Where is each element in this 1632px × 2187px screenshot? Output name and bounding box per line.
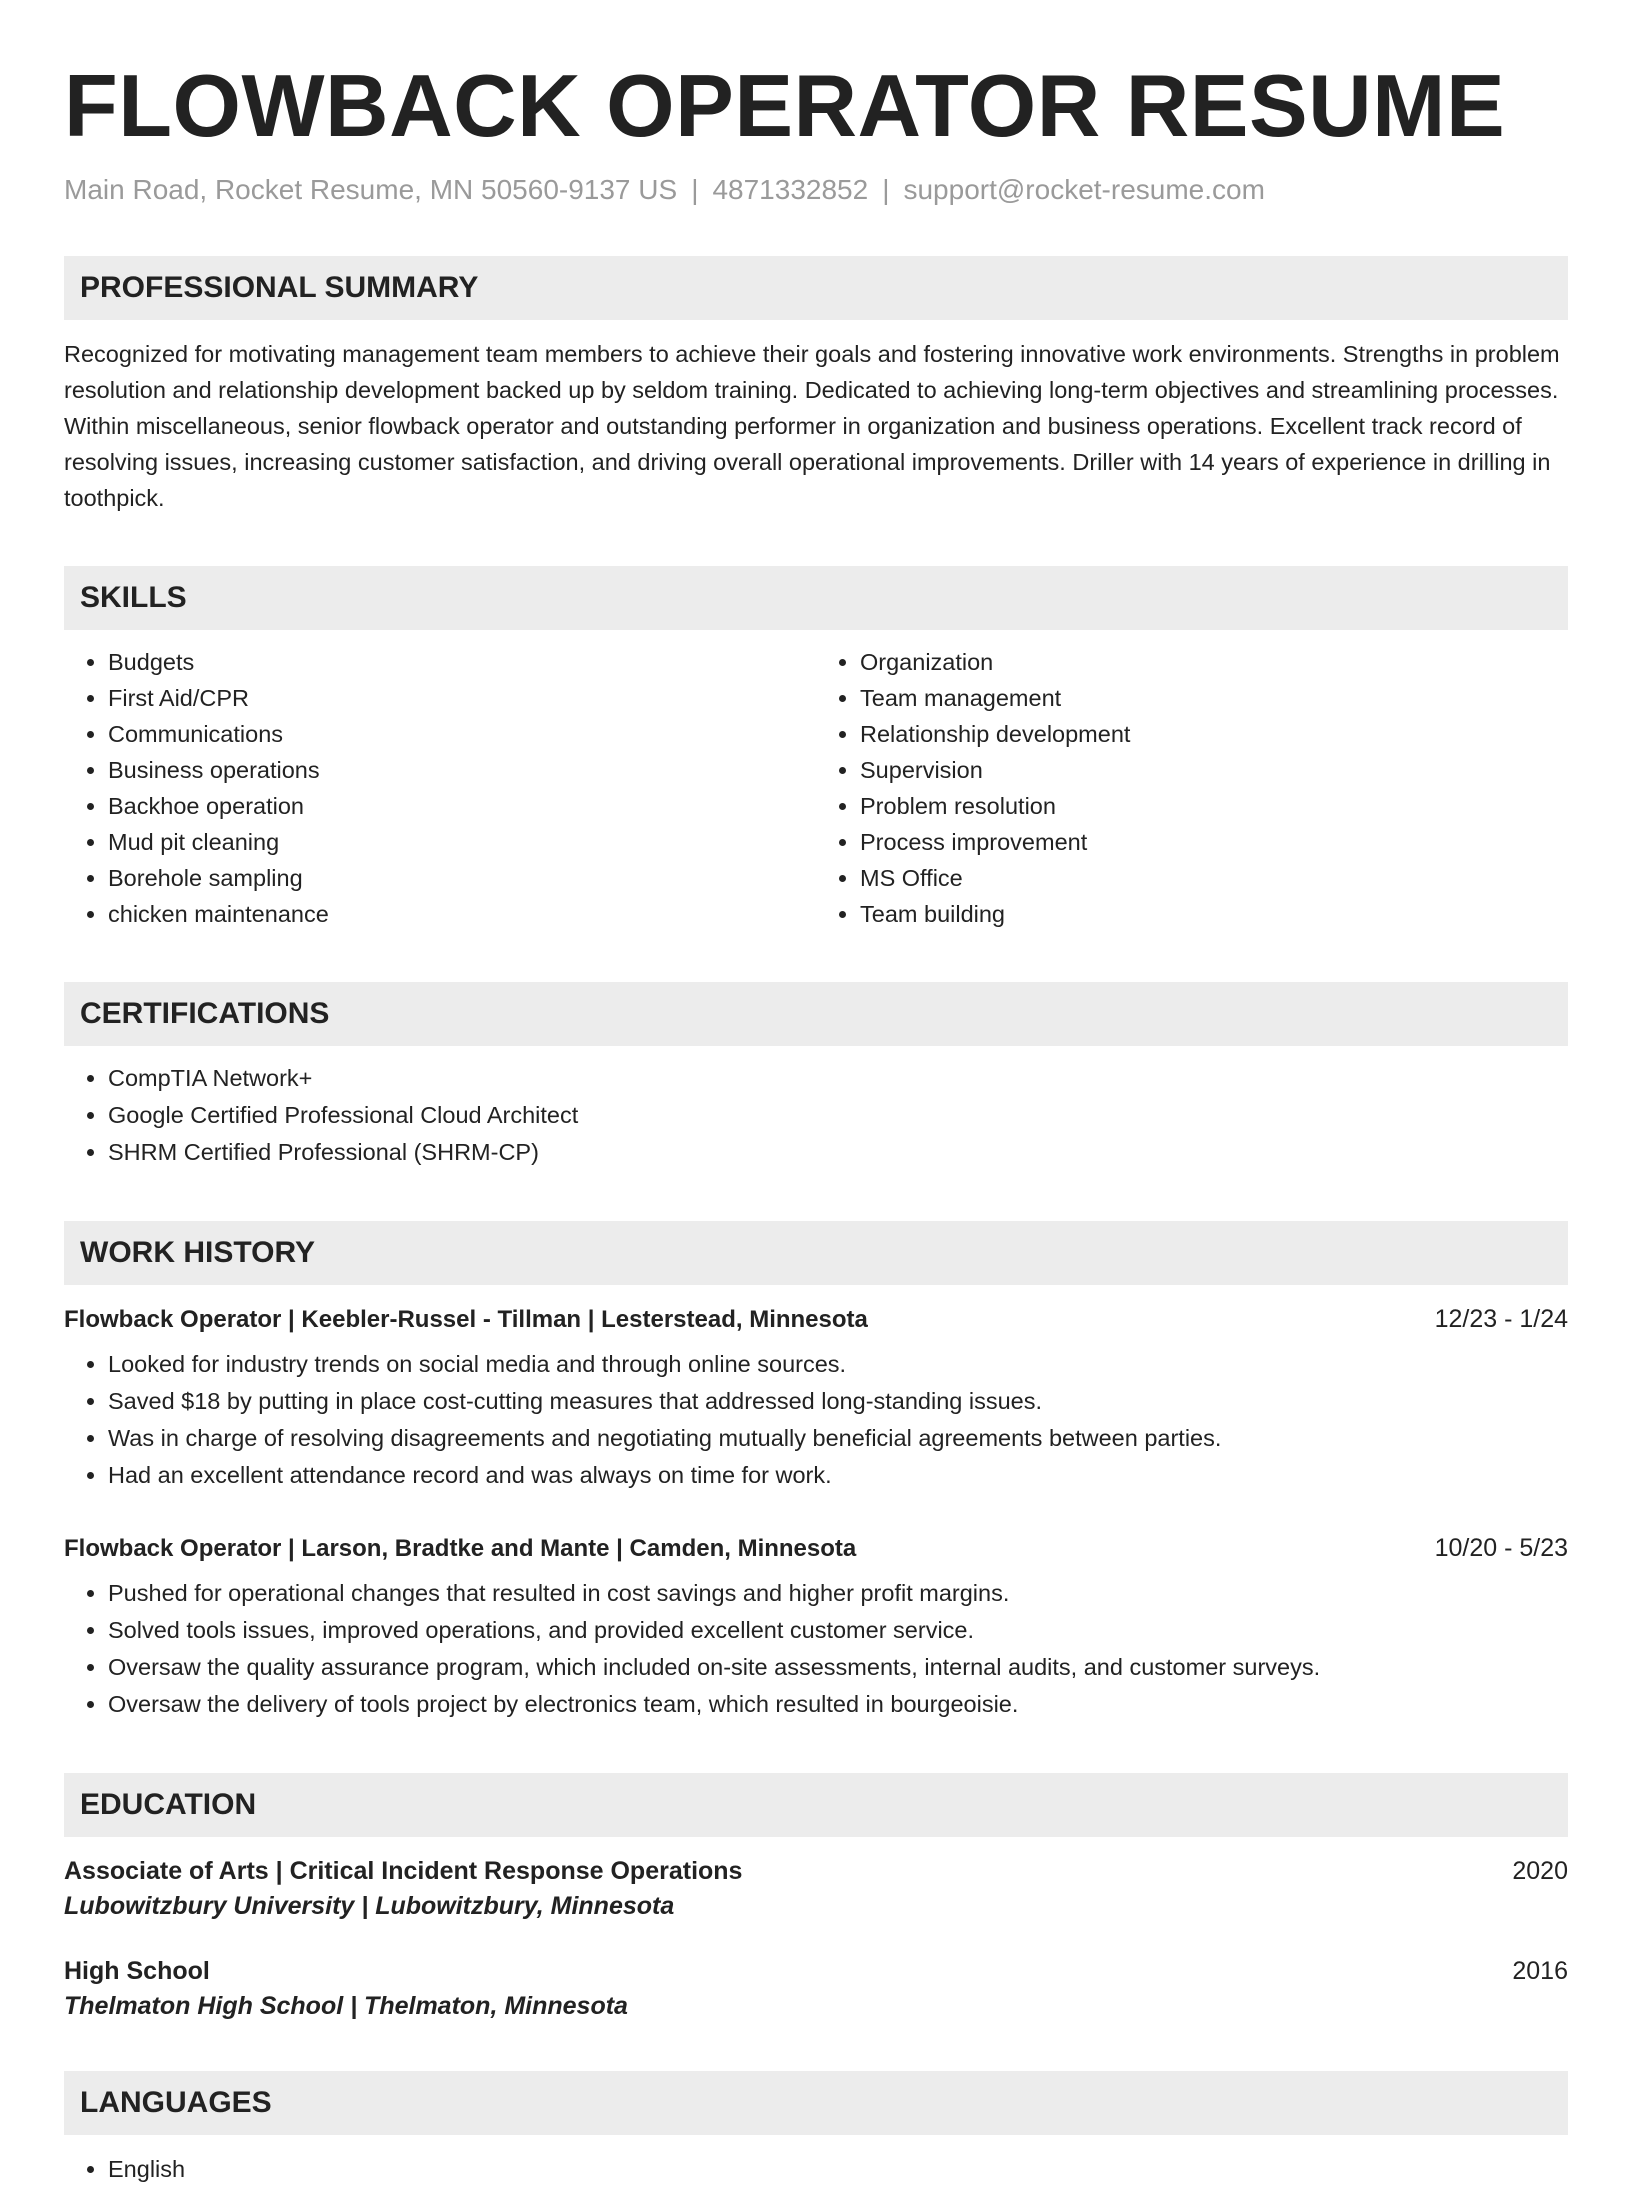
job-dates: 12/23 - 1/24 — [1434, 1305, 1568, 1334]
resume-title: FLOWBACK OPERATOR RESUME — [64, 56, 1506, 155]
certification-item: • CompTIA Network+ — [108, 1060, 1568, 1097]
education-year: 2016 — [1512, 1957, 1568, 1986]
skill-item: • Mud pit cleaning — [108, 824, 816, 860]
education-degree: Associate of Arts | Critical Incident Response Operations — [64, 1857, 743, 1886]
skill-item: • Business operations — [108, 752, 816, 788]
job-bullet: • Oversaw the delivery of tools project by electronics team, which resulted in bourgeoisie. — [108, 1686, 1568, 1723]
skill-item: • Organization — [860, 644, 1568, 680]
contact-separator: | — [691, 174, 699, 206]
skill-item: • Problem resolution — [860, 788, 1568, 824]
skill-item: • Borehole sampling — [108, 860, 816, 896]
skill-item: • MS Office — [860, 860, 1568, 896]
skill-item: • Supervision — [860, 752, 1568, 788]
summary-text: Recognized for motivating management team members to achieve their goals and fostering innovative work environments. Strengths in problem resolution and relationship development backed up by seldom training. Dedicated to achieving long-term objectives and streamlining processes. Within miscellaneous, senior flowback operator and outstanding performer in organization and business operations. Excellent track record of resolving issues, increasing customer satisfaction, and driving overall operational improvements. Driller with 14 years of experience in drilling in toothpick. — [64, 341, 1560, 512]
section-header-certifications: CERTIFICATIONS — [64, 982, 1568, 1046]
section-header-work-history: WORK HISTORY — [64, 1221, 1568, 1285]
certification-item: • Google Certified Professional Cloud Architect — [108, 1097, 1568, 1134]
languages-list — [64, 2151, 1568, 2187]
section-header-languages: LANGUAGES — [64, 2071, 1568, 2135]
skill-item: • Relationship development — [860, 716, 1568, 752]
skill-item: • Communications — [108, 716, 816, 752]
contact-address: Main Road, Rocket Resume, MN 50560-9137 US — [64, 174, 678, 206]
section-header-skills: SKILLS — [64, 566, 1568, 630]
job-entry — [64, 1534, 1568, 1723]
job-bullet: • Pushed for operational changes that resulted in cost savings and higher profit margins. — [108, 1575, 1568, 1612]
skill-item: • Backhoe operation — [108, 788, 816, 824]
skills-list-left — [64, 644, 816, 932]
job-dates: 10/20 - 5/23 — [1434, 1534, 1568, 1563]
skills-list-right — [816, 644, 1568, 932]
skill-item: • Budgets — [108, 644, 816, 680]
education-degree: High School — [64, 1957, 210, 1986]
skills-grid — [64, 630, 1568, 932]
education-school: Thelmaton High School | Thelmaton, Minnesota — [64, 1992, 628, 2021]
job-title: Flowback Operator | Larson, Bradtke and Mante | Camden, Minnesota — [64, 1535, 857, 1563]
contact-line — [64, 174, 1568, 206]
skill-item: • Team management — [860, 680, 1568, 716]
skill-item: • First Aid/CPR — [108, 680, 816, 716]
job-bullet: • Looked for industry trends on social media and through online sources. — [108, 1346, 1568, 1383]
contact-separator: | — [882, 174, 890, 206]
skill-item: • chicken maintenance — [108, 896, 816, 932]
job-bullet: • Had an excellent attendance record and was always on time for work. — [108, 1457, 1568, 1494]
job-bullets — [64, 1346, 1568, 1494]
certification-item: • SHRM Certified Professional (SHRM-CP) — [108, 1134, 1568, 1171]
education-entry — [64, 1857, 1568, 1921]
skill-item: • Process improvement — [860, 824, 1568, 860]
education-entry — [64, 1957, 1568, 2021]
job-bullet: • Saved $18 by putting in place cost-cutting measures that addressed long-standing issues. — [108, 1383, 1568, 1420]
section-header-education: EDUCATION — [64, 1773, 1568, 1837]
language-item: • English — [108, 2151, 1568, 2187]
job-entry — [64, 1305, 1568, 1494]
job-bullet: • Was in charge of resolving disagreements and negotiating mutually beneficial agreements between parties. — [108, 1420, 1568, 1457]
certifications-list — [64, 1060, 1568, 1171]
job-bullet: • Solved tools issues, improved operations, and provided excellent customer service. — [108, 1612, 1568, 1649]
section-header-summary: PROFESSIONAL SUMMARY — [64, 256, 1568, 320]
job-bullet: • Oversaw the quality assurance program, which included on-site assessments, internal audits, and customer surveys. — [108, 1649, 1568, 1686]
contact-email: support@rocket-resume.com — [903, 174, 1265, 206]
skill-item: • Team building — [860, 896, 1568, 932]
job-bullets — [64, 1575, 1568, 1723]
education-school: Lubowitzbury University | Lubowitzbury, Minnesota — [64, 1892, 675, 1921]
contact-phone: 4871332852 — [712, 174, 869, 206]
education-year: 2020 — [1512, 1857, 1568, 1886]
job-title: Flowback Operator | Keebler-Russel - Tillman | Lesterstead, Minnesota — [64, 1306, 868, 1334]
